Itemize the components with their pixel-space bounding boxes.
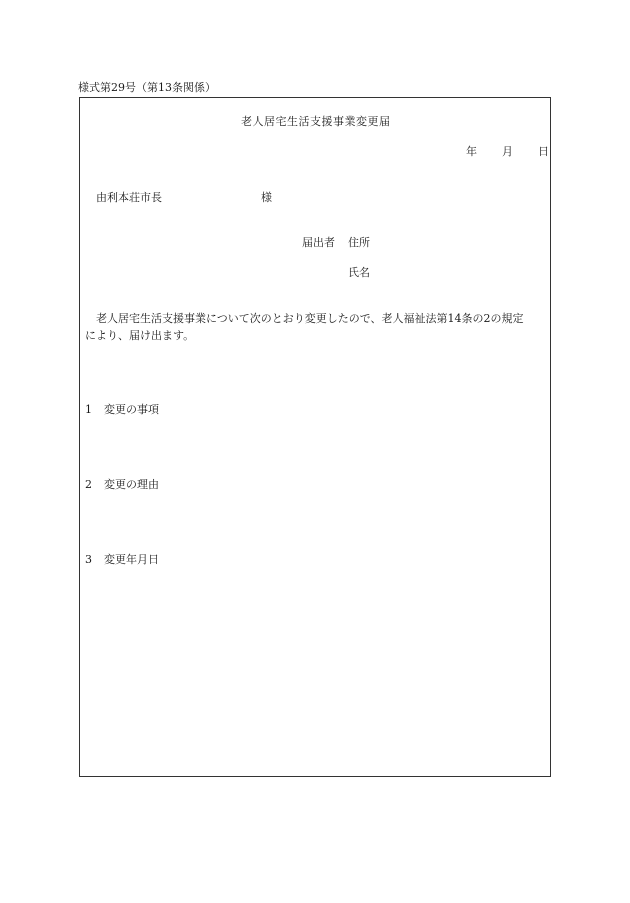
address-label: 住所 [348, 236, 370, 249]
notifier-label: 届出者 [302, 236, 335, 249]
addressee: 由利本荘市長 [96, 191, 162, 204]
item-label: 変更年月日 [104, 553, 159, 566]
item-change-date [85, 554, 159, 565]
honorific: 様 [261, 191, 272, 204]
document-title: 老人居宅生活支援事業変更届 [241, 115, 391, 128]
body-line-2: により、届け出ます。 [85, 329, 195, 342]
item-number: 2 [85, 478, 92, 491]
form-number: 様式第29号（第13条関係） [78, 81, 216, 94]
body-text [85, 310, 547, 344]
item-change-details [85, 404, 159, 415]
item-change-reason [85, 479, 159, 490]
item-label: 変更の理由 [104, 478, 159, 491]
date-line [466, 146, 549, 157]
body-line-1: 老人居宅生活支援事業について次のとおり変更したので、老人福祉法第14条の2の規定 [96, 312, 524, 325]
name-label: 氏名 [348, 266, 370, 279]
date-day-label: 日 [538, 145, 549, 158]
item-number: 3 [85, 553, 92, 566]
date-month-label: 月 [502, 145, 513, 158]
item-number: 1 [85, 403, 92, 416]
item-label: 変更の事項 [104, 403, 159, 416]
date-year-label: 年 [466, 145, 477, 158]
